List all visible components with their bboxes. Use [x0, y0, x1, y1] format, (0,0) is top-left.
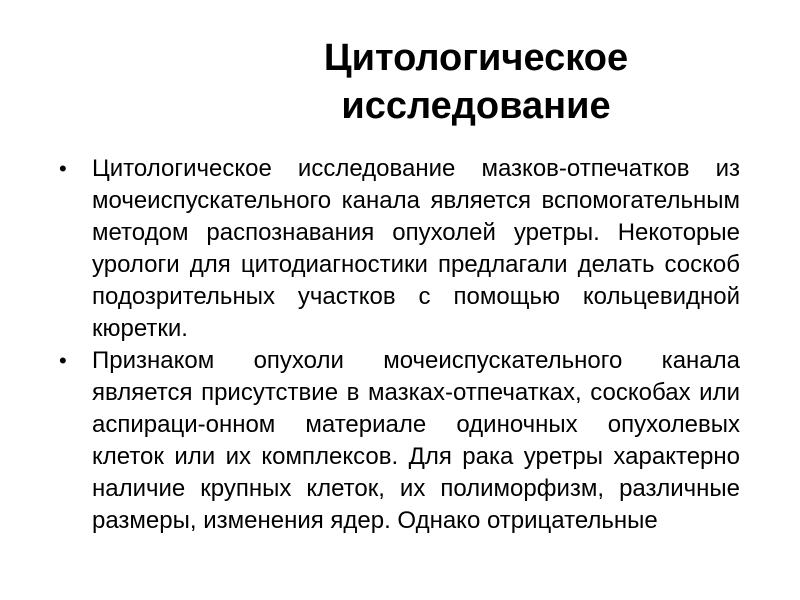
bullet-dot-icon: •	[59, 348, 67, 373]
bullet-item	[56, 153, 740, 345]
bullet-text: Признаком опухоли мочеиспускательного канала является присутствие в мазках-отпечатках, соскобах или аспираци-онном материале одиночных опухолевых клеток или их комплексов. Для рака уретры характерно наличие крупных клеток, их полиморфизм, различные размеры, изменения ядер. Однако отрицательные	[92, 347, 740, 534]
bullet-text: Цитологическое исследование мазков-отпечатков из мочеиспускательного канала является вспомогательным методом распознавания опухолей уретры. Некоторые урологи для цитодиагностики предлагали делать соскоб подозрительных участков с помощью кольцевидной кюретки.	[92, 155, 740, 342]
bullet-list	[56, 153, 740, 537]
slide-title: Цитологическое исследование	[323, 37, 629, 127]
bullet-item	[56, 345, 740, 537]
bullet-dot-icon: •	[59, 156, 67, 181]
